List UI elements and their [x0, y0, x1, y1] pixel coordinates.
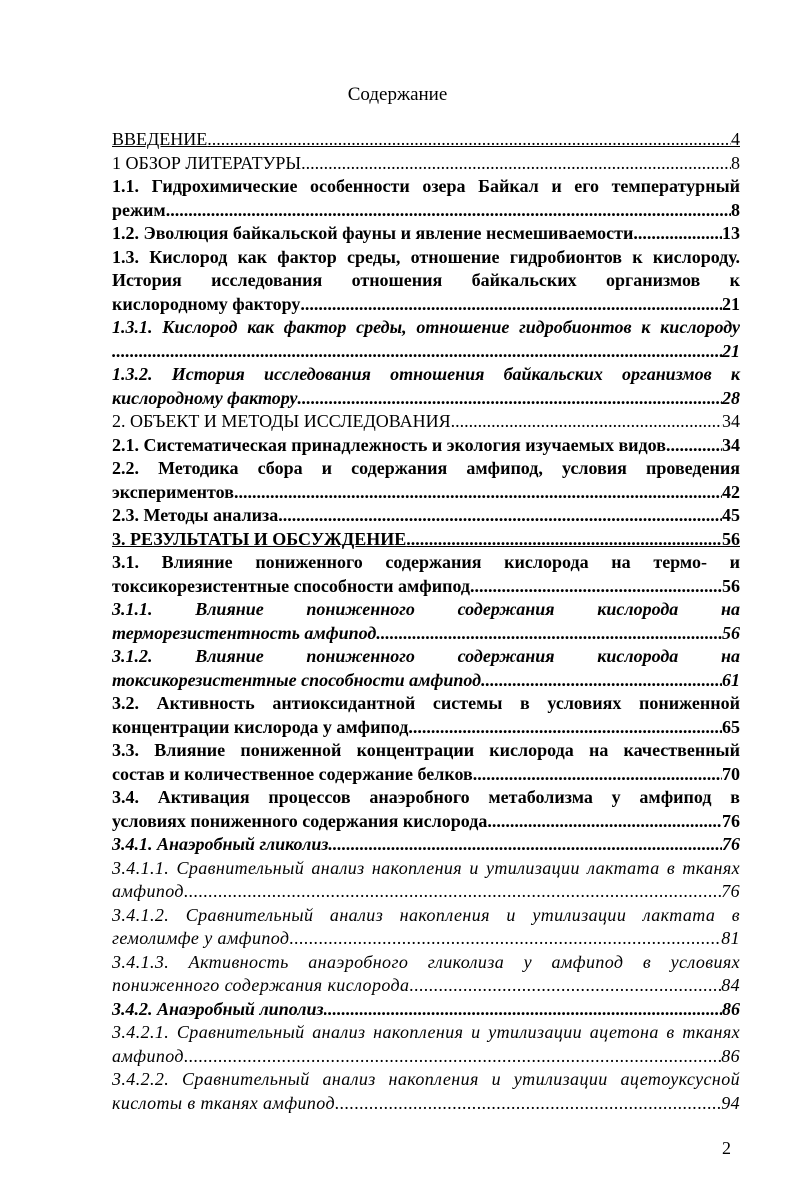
- toc-entry[interactable]: [112, 857, 740, 904]
- toc-page-number: 45: [722, 505, 740, 525]
- toc-leader: [481, 669, 722, 693]
- toc-entry[interactable]: [112, 692, 740, 739]
- toc-entry[interactable]: [112, 528, 740, 552]
- toc-entry[interactable]: [112, 457, 740, 504]
- toc-entry[interactable]: [112, 786, 740, 833]
- toc-entry-title: 3.4.1. Анаэробный гликолиз: [112, 834, 329, 854]
- toc-leader: [184, 1045, 721, 1069]
- toc-entry-title-cont: кислородному фактору: [112, 387, 298, 408]
- toc-page-number: 8: [731, 199, 740, 220]
- toc-entry[interactable]: [112, 551, 740, 598]
- toc-leader: [335, 1092, 721, 1116]
- toc-entry-title-cont: амфипод: [112, 1045, 184, 1066]
- toc-leader: [112, 340, 722, 364]
- toc-entry[interactable]: [112, 175, 740, 222]
- toc-entry-title-cont: пониженного содержания кислорода: [112, 975, 410, 995]
- toc-leader: [166, 199, 731, 223]
- toc-entry-title: 3.3. Влияние пониженной концентрации кислорода на качественный: [112, 740, 740, 760]
- toc-page-number: 65: [722, 716, 740, 737]
- toc-entry[interactable]: [112, 316, 740, 363]
- toc-page-number: 61: [722, 669, 740, 690]
- toc-entry-title: 3.1. Влияние пониженного содержания кислорода на термо- и: [112, 552, 740, 572]
- toc-page-number: 70: [722, 763, 740, 784]
- toc-entry-title: 1.3.2. История исследования отношения байкальских организмов к: [112, 364, 740, 384]
- toc-entry-title-cont: режим: [112, 199, 166, 220]
- toc-entry-title: 1.2. Эволюция байкальской фауны и явление несмешиваемости: [112, 223, 634, 243]
- toc-page-number: 21: [722, 340, 740, 361]
- toc-entry-title: ВВЕДЕНИЕ: [112, 129, 208, 149]
- toc-leader: [301, 152, 731, 176]
- toc-leader: [300, 293, 722, 317]
- toc-entry-title: 3.4. Активация процессов анаэробного метаболизма у амфипод в: [112, 787, 740, 807]
- toc-entry[interactable]: [112, 1021, 740, 1068]
- toc-leader: [406, 528, 722, 552]
- toc-page-number: 81: [721, 928, 740, 948]
- toc-entry[interactable]: [112, 363, 740, 410]
- toc-page-number: 28: [722, 387, 740, 408]
- toc-page-number: 34: [722, 434, 740, 455]
- toc-leader: [207, 128, 731, 152]
- toc-entry-title: 2. ОБЪЕКТ И МЕТОДЫ ИССЛЕДОВАНИЯ: [112, 411, 451, 431]
- toc-entry-title-cont: кислородному фактору: [112, 293, 301, 314]
- toc-leader: [324, 998, 722, 1022]
- toc-page-number: 76: [721, 881, 740, 901]
- toc-page-number: 56: [722, 528, 740, 549]
- toc-leader: [408, 716, 722, 740]
- toc-entry-title: 2.1. Систематическая принадлежность и экология изучаемых видов: [112, 434, 666, 455]
- toc-leader: [289, 927, 721, 951]
- toc-entry[interactable]: [112, 222, 740, 246]
- page-number: 2: [722, 1138, 731, 1158]
- toc-entry[interactable]: [112, 739, 740, 786]
- toc-entry[interactable]: [112, 152, 740, 176]
- toc-entry-title-cont: условиях пониженного содержания кислорода: [112, 810, 488, 831]
- toc-leader: [451, 410, 722, 434]
- toc-leader: [297, 387, 722, 411]
- toc-entry[interactable]: [112, 833, 740, 857]
- toc-leader: [234, 481, 722, 505]
- toc-leader: [633, 222, 722, 246]
- toc-page-number: 8: [731, 152, 740, 173]
- toc-page-number: 56: [722, 622, 740, 643]
- toc-entry-title: 2.3. Методы анализа: [112, 505, 279, 525]
- toc-leader: [328, 833, 722, 857]
- toc-entry-title: 1.3. Кислород как фактор среды, отношение гидробионтов к кислороду.: [112, 246, 740, 267]
- toc-entry[interactable]: [112, 598, 740, 645]
- toc-leader: [470, 575, 722, 599]
- toc-entry-title: 3.1.1. Влияние пониженного содержания кислорода на: [112, 599, 740, 619]
- toc-page-number: 86: [722, 998, 740, 1019]
- toc-entry-title: 1.3.1. Кислород как фактор среды, отношение гидробионтов к кислороду: [112, 317, 740, 337]
- table-of-contents: [112, 128, 740, 1115]
- toc-entry-title-cont: терморезистентность амфипод: [112, 622, 377, 643]
- toc-entry-title-cont: История исследования отношения байкальских организмов к: [112, 270, 740, 290]
- toc-entry[interactable]: [112, 998, 740, 1022]
- toc-entry-title-cont: концентрации кислорода у амфипод: [112, 716, 409, 737]
- toc-entry-title: 3.4.1.2. Сравнительный анализ накопления и утилизации лактата в: [112, 904, 740, 925]
- toc-entry-title-cont: экспериментов: [112, 481, 234, 502]
- toc-entry[interactable]: [112, 434, 740, 458]
- toc-entry-title-cont: состав и количественное содержание белков: [112, 763, 473, 784]
- toc-entry-title: 3.4.2.2. Сравнительный анализ накопления и утилизации ацетоуксусной: [112, 1069, 740, 1089]
- toc-entry[interactable]: [112, 128, 740, 152]
- toc-page-number: 94: [721, 1092, 740, 1113]
- toc-page-number: 13: [722, 223, 740, 243]
- toc-entry-title-cont: токсикорезистентные способности амфипод: [112, 669, 482, 690]
- toc-leader: [184, 880, 721, 904]
- toc-leader: [278, 504, 722, 528]
- toc-entry-title-cont: амфипод: [112, 881, 184, 901]
- page-title: Содержание: [347, 84, 448, 105]
- toc-entry[interactable]: [112, 246, 740, 317]
- toc-page-number: 34: [722, 411, 740, 431]
- toc-entry-title: 3.2. Активность антиоксидантной системы в условиях пониженной: [112, 693, 740, 713]
- toc-page-number: 21: [722, 293, 740, 314]
- toc-entry-title: 3.4.2. Анаэробный липолиз: [112, 998, 324, 1019]
- toc-entry[interactable]: [112, 951, 740, 998]
- toc-entry-title: 1 ОБЗОР ЛИТЕРАТУРЫ: [112, 152, 302, 173]
- toc-page-number: 4: [731, 129, 740, 149]
- toc-entry-title: 3.1.2. Влияние пониженного содержания кислорода на: [112, 646, 740, 666]
- toc-page-number: 76: [722, 834, 740, 854]
- toc-entry[interactable]: [112, 504, 740, 528]
- toc-entry-title: 2.2. Методика сбора и содержания амфипод, условия проведения: [112, 458, 740, 478]
- toc-leader: [473, 763, 722, 787]
- toc-entry[interactable]: [112, 645, 740, 692]
- toc-entry-title: 1.1. Гидрохимические особенности озера Байкал и его температурный: [112, 176, 740, 196]
- toc-entry-title-cont: токсикорезистентные способности амфипод: [112, 575, 471, 596]
- toc-entry-title-cont: гемолимфе у амфипод: [112, 928, 290, 948]
- toc-page-number: 76: [722, 810, 740, 831]
- toc-page-number: 42: [722, 481, 740, 502]
- toc-entry-title: 3.4.2.1. Сравнительный анализ накопления и утилизации ацетона в тканях: [112, 1022, 740, 1042]
- toc-leader: [666, 434, 722, 458]
- toc-leader: [376, 622, 722, 646]
- toc-entry-title: 3.4.1.1. Сравнительный анализ накопления и утилизации лактата в тканях: [112, 857, 740, 878]
- toc-entry-title-cont: кислоты в тканях амфипод: [112, 1092, 335, 1113]
- toc-entry[interactable]: [112, 1068, 740, 1115]
- toc-entry-title: 3.4.1.3. Активность анаэробного гликолиза у амфипод в условиях: [112, 951, 740, 972]
- toc-page-number: 56: [722, 575, 740, 596]
- toc-leader: [409, 974, 721, 998]
- toc-leader: [487, 810, 722, 834]
- toc-entry-title: 3. РЕЗУЛЬТАТЫ И ОБСУЖДЕНИЕ: [112, 528, 407, 549]
- toc-entry[interactable]: [112, 904, 740, 951]
- toc-entry[interactable]: [112, 410, 740, 434]
- toc-page-number: 84: [721, 975, 740, 995]
- toc-page-number: 86: [721, 1045, 740, 1066]
